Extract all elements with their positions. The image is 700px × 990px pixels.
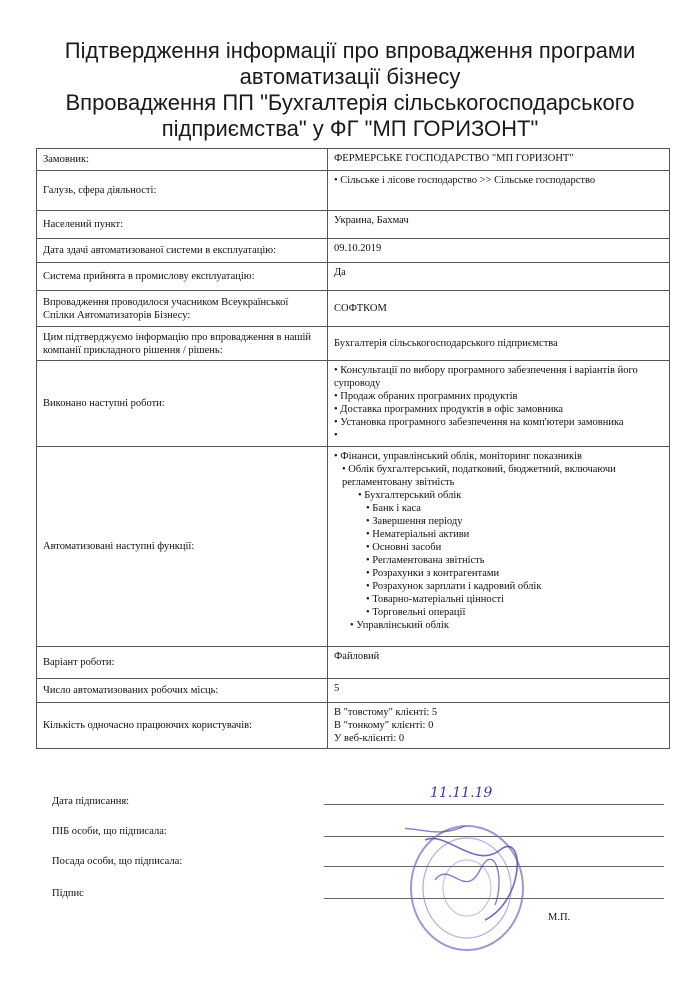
row-label: Система прийнята в промислову експлуатацію: [37,263,328,291]
row-date [37,239,670,263]
list-item: • Облік бухгалтерський, податковий, бюджетний, включаючи регламентовану звітність [342,464,616,488]
signature-label: Підпис [52,888,84,899]
info-table [36,148,670,749]
title-line-4: підприємства" у ФГ "МП ГОРИЗОНТ" [161,116,539,141]
list-item: • Консультації по вибору програмного забезпечення і варіантів його супроводу [334,365,638,389]
users-list [328,703,670,749]
list-item: • Товарно-матеріальні цінності [366,594,505,605]
row-value: ФЕРМЕРСЬКЕ ГОСПОДАРСТВО "МП ГОРИЗОНТ" [328,149,670,171]
row-label: Дата здачі автоматизованої системи в експлуатацію: [37,239,328,263]
list-item: • Розрахунки з контрагентами [366,568,500,579]
row-accepted [37,263,670,291]
list-item: В "товстому" клієнті: 5 [334,707,438,718]
stamp-place-label: М.П. [548,912,571,923]
row-label: Цим підтверджуємо інформацію про впровадження в нашій компанії прикладного рішення / рішень: [37,327,328,361]
list-item: • Нематеріальні активи [366,529,470,540]
list-item: • Регламентована звітність [366,555,485,566]
row-value: Бухгалтерія сільськогосподарського підприємства [328,327,670,361]
list-item: • Продаж обраних програмних продуктів [334,391,518,402]
row-label: Населений пункт: [37,211,328,239]
list-item: В "тонкому" клієнті: 0 [334,720,434,731]
title-line-2: автоматизації бізнесу [239,64,461,89]
row-value: Украина, Бахмач [328,211,670,239]
date-signed-value: 11.11.19 [430,785,493,801]
row-label: Замовник: [37,149,328,171]
list-item: • Управлінський облік [350,620,449,631]
list-item: • Основні засоби [366,542,442,553]
list-item: • Бухгалтерський облік [358,490,462,501]
title-line-1: Підтвердження інформації про впровадження програми [64,38,636,63]
row-label: Кількість одночасно працюючих користувачів: [37,703,328,749]
list-item: • Завершення періоду [366,516,463,527]
row-industry [37,171,670,211]
row-member [37,291,670,327]
signer-position-label: Посада особи, що підписала: [52,856,183,867]
works-list [328,361,670,447]
document-title [60,38,640,142]
row-customer [37,149,670,171]
list-item: • Розрахунок зарплати і кадровий облік [366,581,542,592]
row-value: • Сільське і лісове господарство >> Сільське господарство [328,171,670,211]
list-item: • Доставка програмних продуктів в офіс замовника [334,404,564,415]
row-value: СОФТКОМ [328,291,670,327]
row-value: 5 [328,679,670,703]
row-workplaces [37,679,670,703]
signer-name-label: ПІБ особи, що підписала: [52,826,167,837]
list-item: • [334,430,338,441]
official-stamp [405,810,530,960]
row-users [37,703,670,749]
list-item: • Банк і каса [366,503,421,514]
row-locality [37,211,670,239]
list-item: • Торговельні операції [366,607,466,618]
row-value: Да [328,263,670,291]
list-item: • Фінанси, управлінський облік, моніторинг показників [334,451,582,462]
row-label: Впровадження проводилося учасником Всеукраїнської Спілки Автоматизаторів Бізнесу: [37,291,328,327]
row-label: Варіант роботи: [37,647,328,679]
row-value: 09.10.2019 [328,239,670,263]
list-item: У веб-клієнті: 0 [334,733,405,744]
row-label: Автоматизовані наступні функції: [37,447,328,647]
functions-list [328,447,670,647]
date-signed-label: Дата підписання: [52,796,130,807]
row-label: Виконано наступні роботи: [37,361,328,447]
row-works [37,361,670,447]
row-value: Файловий [328,647,670,679]
row-label: Галузь, сфера діяльності: [37,171,328,211]
date-signed-line [324,804,664,805]
row-solution [37,327,670,361]
list-item: • Установка програмного забезпечення на комп'ютери замовника [334,417,624,428]
row-functions [37,447,670,647]
title-line-3: Впровадження ПП "Бухгалтерія сільськогосподарського [65,90,635,115]
row-label: Число автоматизованих робочих місць: [37,679,328,703]
row-mode [37,647,670,679]
